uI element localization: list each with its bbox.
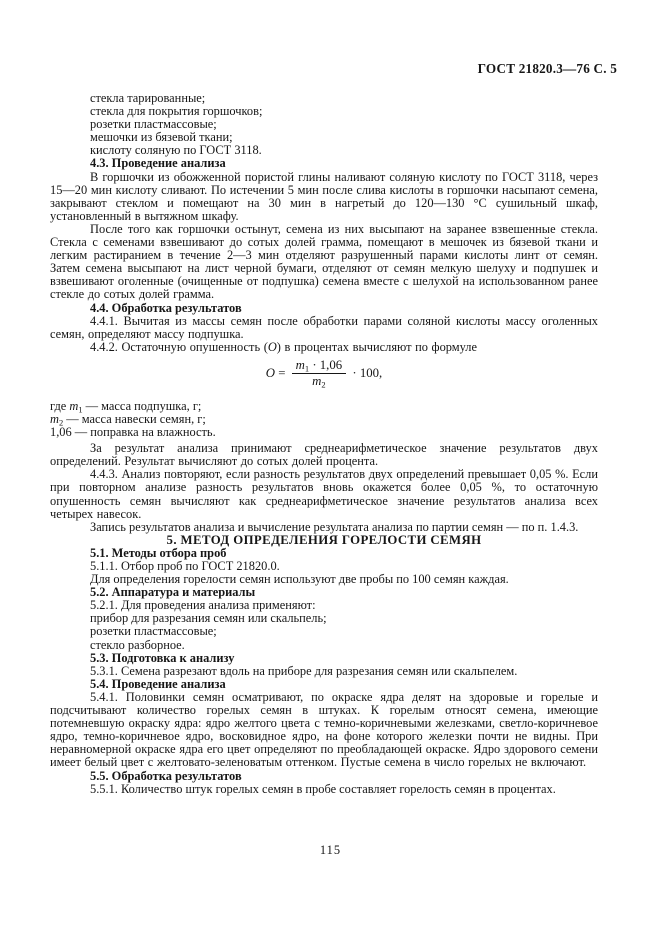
heading-5-4: 5.4. Проведение анализа xyxy=(90,676,226,691)
formula-fraction xyxy=(292,359,347,388)
paragraph-mean-result: За результат анализа принимают среднеарифметическое значение результатов двух определений. Результат вычисляют до сотых долей процента. xyxy=(50,441,598,469)
formula-equals: = xyxy=(278,365,286,380)
heading-4-4: 4.4. Обработка результатов xyxy=(90,300,242,315)
paragraph-record-note: Запись результатов анализа и вычисление результата анализа по партии семян — по п. 1.4.3. xyxy=(90,519,579,534)
paragraph-5-5-1: 5.5.1. Количество штук горелых семян в пробе составляет горелость семян в процентах. xyxy=(90,781,556,796)
paragraph-5-2-1: 5.2.1. Для проведения анализа применяют: xyxy=(90,598,316,613)
heading-5-2: 5.2. Аппаратура и материалы xyxy=(90,585,256,600)
materials-list-item: розетки пластмассовые; xyxy=(90,117,217,132)
formula-lhs: O xyxy=(265,365,275,380)
formula-denominator: $m_2$ xyxy=(312,373,326,390)
paragraph-5-4-1: 5.4.1. Половинки семян осматривают, по окраске ядра делят на здоровые и горелые и подсчитывают количество горелых семян в штуках. К горелым относят семена, имеющие потемневшую окраску ядра: ядро желтого цвета с темно-коричневыми железками, светло-коричневое ядро, темно-коричневое ядро, восковидное ядро, на фоне которого железки почти не видны. При неравномерной окраске ядра его цвет определяют по преобладающей окраске. Ядро здорового семени имеет белый цвет с желтовато-зеленоватым оттенком. Пустые семена в число горелых не включают. xyxy=(50,689,598,770)
apparatus-list-item: стекло разборное. xyxy=(90,637,185,652)
formula-multiplier: · 100, xyxy=(352,365,383,380)
paragraph-4-4-2: 4.4.2. Остаточную опушенность (О) в процентах вычисляют по формуле xyxy=(90,339,477,354)
materials-list-item: стекла для покрытия горшочков; xyxy=(90,104,263,119)
apparatus-list-item: розетки пластмассовые; xyxy=(90,624,217,639)
paragraph-4-3-analysis-1: В горшочки из обожженной пористой глины наливают соляную кислоту по ГОСТ 3118, через 15—20 мин кислоту сливают. По истечении 5 мин после слива кислоты в горшочки насыпают семена, закрывают стеклом и помещают на 30 мин в нагретый до 120—130 °С сушильный шкаф, установленный в вытяжном шкафу. xyxy=(50,169,598,223)
heading-5-1: 5.1. Методы отбора проб xyxy=(90,545,227,560)
paragraph-4-3-analysis-2: После того как горшочки остынут, семена из них высыпают на заранее взвешенные стекла. Стекла с семенами взвешивают до сотых долей грамма, помещают в мешочек из бязевой ткани и легким растиранием в течение 2—3 мин отделяют разрушенный парами кислоты линт от семян. Затем семена высыпают на лист черной бумаги, отделяют от семян мелкую шелуху и подпушек и взвешивают оголенные (очищенные от подпушка) семена вместе с шелухой на использованном ранее стекле до сотых долей грамма. xyxy=(50,221,598,302)
document-number: ГОСТ 21820.3—76 С. 5 xyxy=(477,61,617,76)
paragraph-5-1-1-note: Для определения горелости семян используют две пробы по 100 семян каждая. xyxy=(90,572,509,587)
document-body xyxy=(50,92,598,796)
page-number: 115 xyxy=(319,843,342,857)
formula-residual-pubescence xyxy=(50,359,598,388)
variable-O: О xyxy=(267,339,277,354)
formula-numerator: $m_1 \cdot 1,06$ xyxy=(292,359,347,374)
paragraph-4-4-1: 4.4.1. Вычитая из массы семян после обработки парами соляной кислоты массу оголенных семян, определяют массу подпушка. xyxy=(50,313,598,341)
materials-list-item: стекла тарированные; xyxy=(90,91,206,105)
heading-4-3: 4.3. Проведение анализа xyxy=(90,156,226,171)
formula-legend xyxy=(50,400,598,439)
apparatus-list-item: прибор для разрезания семян или скальпель; xyxy=(90,611,327,626)
paragraph-5-1-1: 5.1.1. Отбор проб по ГОСТ 21820.0. xyxy=(90,559,280,573)
paragraph-5-3-1: 5.3.1. Семена разрезают вдоль на приборе для разрезания семян или скальпелем. xyxy=(90,663,518,678)
heading-5-5: 5.5. Обработка результатов xyxy=(90,768,242,783)
running-header xyxy=(478,61,617,77)
legend-line-m1: где $m_1$ — масса подпушка, г; xyxy=(50,398,202,415)
section-5-title: 5. МЕТОД ОПРЕДЕЛЕНИЯ ГОРЕЛОСТИ СЕМЯН xyxy=(166,532,482,547)
materials-list-item: кислоту соляную по ГОСТ 3118. xyxy=(90,143,262,158)
legend-line-coefficient: 1,06 — поправка на влажность. xyxy=(50,425,216,440)
materials-list-item: мешочки из бязевой ткани; xyxy=(90,130,233,145)
legend-line-m2: $m_2$ — масса навески семян, г; xyxy=(50,411,206,428)
paragraph-4-4-3: 4.4.3. Анализ повторяют, если разность результатов двух определений превышает 0,05 %. Если при повторном анализе разность результатов вновь окажется более 0,05 %, то остаточную опушенность семян вычисляют как среднеарифметическое значение результатов анализа всех четырех навесок. xyxy=(50,467,598,521)
heading-5-3: 5.3. Подготовка к анализу xyxy=(90,650,235,665)
